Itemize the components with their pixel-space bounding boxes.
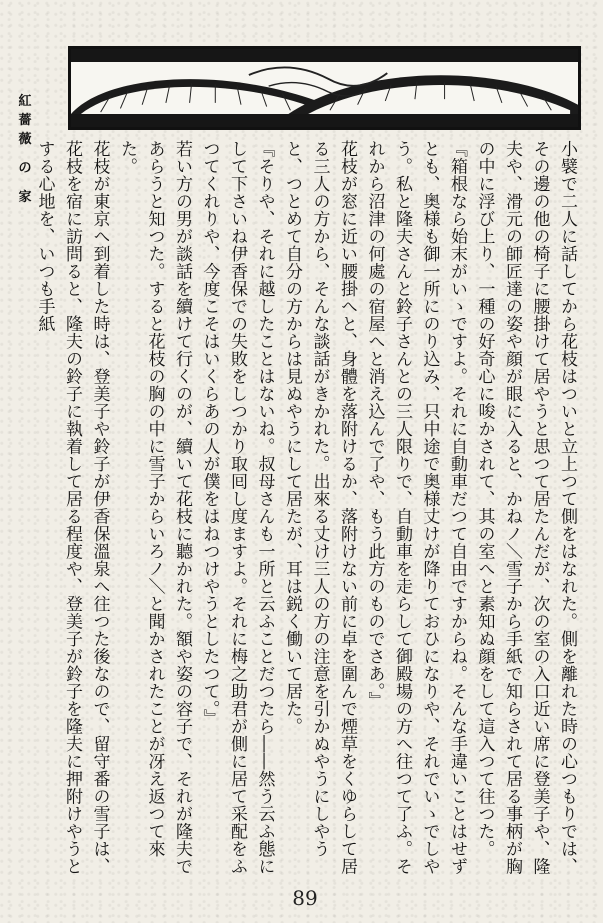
running-title-char: の — [18, 161, 32, 176]
running-title-char: 薇 — [18, 132, 32, 147]
vertical-body-text — [34, 140, 580, 875]
running-title-char: 家 — [18, 190, 32, 205]
decorative-arcs-icon — [71, 49, 578, 127]
header-illustration — [68, 46, 581, 130]
paragraph: 『箱根なら始末がいゝですよ。それに自動車だつて自由ですからね。そんな手違いことはせずとも、奥様も御一所にのり込み、只中途で奥様丈けが降りておひになりや、それでいゝでしやう。私と隆夫さんと鈴子さんとの三人限りで、自動車を走らして御殿場の方へ往つて了ふ。それから沼津の何處の宿屋へと消え込んで了や、もう此方のものでさあ。』 — [364, 140, 467, 875]
paragraph: 花枝が窓に近い腰掛へと、身體を落附けるか、落附けない前に卓を圍んで煙草をくゆらして居る三人の方から、そんな談話がきかれた。出來る丈け三人の方の注意を引かぬやうにしやうと、つとめて自分の方からは見ぬやうにして居たが、耳は鋭く働いて居た。 — [282, 140, 357, 875]
page-number: 89 — [292, 886, 318, 910]
paragraph: 花枝が東京へ到着した時は、登美子や鈴子が伊香保溫泉へ往つた後なので、留守番の雪子は、花枝を宿に訪問ると、隆夫の鈴子に執着して居る程度や、登美子が鈴子を隆夫に押附けやうとする心地を、いつも手紙 — [34, 140, 110, 875]
paragraph: 『そりや、それに越したことはないね。叔母さんも一所と云ふことだつたら――然う云ふ態にして下さいね伊香保での失敗をしつかり取囘し度ますよ。それに梅之助君が側に居て采配をふつてくれりや、今度こそはいくらあの人が僕をはねつけやうとしたつて。』 — [199, 140, 275, 875]
running-title-char: 薔 — [18, 113, 32, 128]
paragraph: 若い方の男が談話を續けて行くのが、續いて花枝に聽かれた。額や姿の容子で、それが隆夫であらうと知つた。すると花枝の胸の中に雪子からいろノ＼と聞かされたことが冴え返つて來た。 — [117, 140, 192, 875]
paragraph: 小襞で二人に話してから花枝はついと立上つて側をはなれた。側を離れた時の心つもりでは、その邊の他の椅子に腰掛けて居やうと思つて居たんだが、次の室の入口近い席に登美子や、隆夫や、滑元の師匠達の姿や顔が眼に入ると、かねノ＼雪子から手紙で知らされて居る事柄が胸の中に浮び上り、一種の好奇心に唆かされて、其の室へと素知ぬ顔をして這入つて往つた。 — [474, 140, 577, 875]
running-title-char: 紅 — [18, 94, 32, 109]
